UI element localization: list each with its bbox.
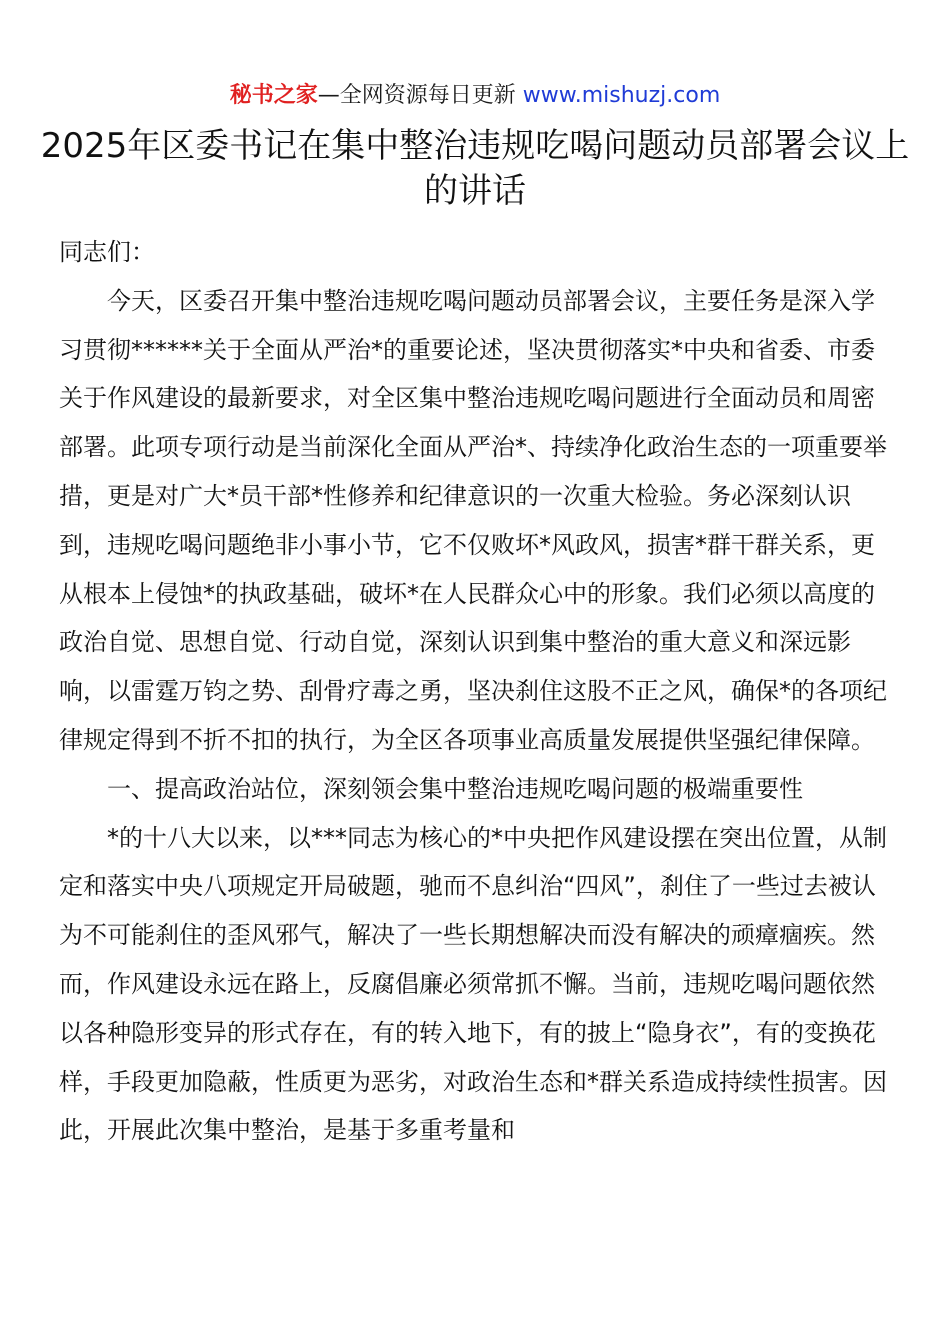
site-header <box>0 80 950 112</box>
site-url-link[interactable]: www.mishuzj.com <box>522 83 721 108</box>
document-body <box>59 228 894 1155</box>
body-paragraph: 今天，区委召开集中整治违规吃喝问题动员部署会议，主要任务是深入学习贯彻******关于全面从严治*的重要论述，坚决贯彻落实*中央和省委、市委关于作风建设的最新要求，对全区集中整治违规吃喝问题进行全面动员和周密部署。此项专项行动是当前深化全面从严治*、持续净化政治生态的一项重要举措，更是对广大*员干部*性修养和纪律意识的一次重大检验。务必深刻认识到，违规吃喝问题绝非小事小节，它不仅败坏*风政风，损害*群干群关系，更从根本上侵蚀*的执政基础，破坏*在人民群众心中的形象。我们必须以高度的政治自觉、思想自觉、行动自觉，深刻认识到集中整治的重大意义和深远影响，以雷霆万钧之势、刮骨疗毒之勇，坚决刹住这股不正之风，确保*的各项纪律规定得到不折不扣的执行，为全区各项事业高质量发展提供坚强纪律保障。 <box>59 286 887 754</box>
body-paragraph: *的十八大以来，以***同志为核心的*中央把作风建设摆在突出位置，从制定和落实中央八项规定开局破题，驰而不息纠治“四风”，刹住了一些过去被认为不可能刹住的歪风邪气，解决了一些长期想解决而没有解决的顽瘴痼疾。然而，作风建设永远在路上，反腐倡廉必须常抓不懈。当前，违规吃喝问题依然以各种隐形变异的形式存在，有的转入地下，有的披上“隐身衣”，有的变换花样，手段更加隐蔽，性质更为恶劣，对政治生态和*群关系造成持续性损害。因此，开展此次集中整治，是基于多重考量和 <box>59 823 887 1145</box>
document-title: 2025年区委书记在集中整治违规吃喝问题动员部署会议上的讲话 <box>40 126 910 211</box>
site-tagline: —全网资源每日更新 <box>317 83 523 108</box>
site-brand: 秘书之家 <box>229 83 318 108</box>
section-heading: 一、提高政治站位，深刻领会集中整治违规吃喝问题的极端重要性 <box>107 774 803 803</box>
salutation: 同志们： <box>59 238 155 266</box>
